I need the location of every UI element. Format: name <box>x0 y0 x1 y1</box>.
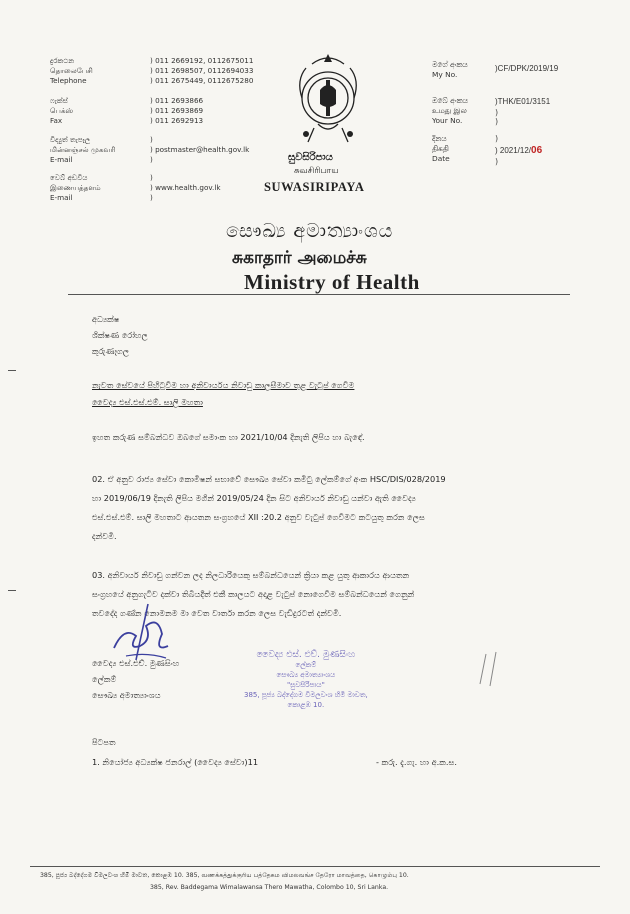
building-name-tamil: சுவசிரிபாய <box>294 166 339 176</box>
ministry-name-english: Ministry of Health <box>244 270 420 294</box>
cc-label: පිටපත <box>92 737 116 747</box>
handwritten-day: 06 <box>531 145 543 156</box>
ref-labels-my-no: මගේ අංකය My No. <box>432 60 468 79</box>
contact-values-phone: ) 011 2669192, 0112675011 ) 011 2698507, 0112694033 ) 011 2675449, 0112675280 <box>150 56 254 85</box>
ref-labels-date: දිනය திகதி Date <box>432 134 450 163</box>
cc-item-right: - කරු. දැ.ගැ. හා අ.ක.ස. <box>376 757 457 767</box>
ref-value-your-no: )THK/E01/3151 <box>495 97 551 106</box>
signatory-block: වෛද්‍ය එස්.එච්. මුණසිංහ ලේකම් සෞඛ්‍ය අමාත්‍යාංශය <box>92 658 180 700</box>
bracket-mark: ) <box>495 134 499 143</box>
contact-labels-email: විද්‍යුත් තැපෑල மின்னஞ்சல் முகவரி E-mail <box>50 135 116 164</box>
sri-lanka-emblem-icon <box>292 50 364 150</box>
margin-mark <box>8 370 16 371</box>
building-name-sinhala: සුවසිරිපාය <box>288 152 333 163</box>
ref-labels-your-no: ඔබේ අංකය உமது இல Your No. <box>432 96 468 125</box>
bracket-mark: ) <box>495 157 499 166</box>
contact-labels-fax: ෆැක්ස් பெக்ஸ் Fax <box>50 96 74 125</box>
addressee-block: අධ්‍යක්ෂ ශික්ෂණ රෝහල කුරුණෑගල <box>92 314 148 356</box>
bracket-mark: ) ) <box>495 108 499 126</box>
ref-value-date: ) 2021/12/06 <box>495 145 543 156</box>
paragraph-2: 02. ඒ අනුව රාජ්‍ය සේවා කොමිෂන් සභාවේ සෞඛ්‍ය සේවා කමිටු ලේකම්ගේ අංක HSC/DIS/028/2019 හා 2019/06/19 දිනැති ලිපිය මගින් 2019/05/24 දින සිට අනිවාර්ය නිවාඩු යන්වා ඇති වෛද්‍ය එස්.එස්.එම්. සාලි මහතාට ආයතන සංග්‍රහයේ XII :20.2 අනුව වැටුප් ගෙවීමට කටයුතු කරන ලෙස දන්වමි. <box>92 474 446 541</box>
ref-value-my-no: )CF/DPK/2019/19 <box>495 64 559 73</box>
header-divider <box>68 294 570 295</box>
ministry-name-sinhala: සෞඛ්‍ය අමාත්‍යාංශය <box>226 220 394 242</box>
cc-item-left: 1. නියෝජ්‍ය අධ්‍යක්ෂ ජනරාල් (වෛද්‍ය සේවා)11 <box>92 757 259 767</box>
margin-mark <box>8 590 16 591</box>
official-stamp: වෛද්‍ය එස්. එච්. මුණසිංහ ලේකම් සෞඛ්‍ය අමාත්‍යාංශය "සුවසිරිපාය" 385, පූජ්‍ය බද්දේගම විමලවංශ හිමි මාවත, කොළඹ 10. <box>244 650 368 709</box>
contact-values-web: ) ) www.health.gov.lk ) <box>150 173 221 202</box>
contact-labels-phone: දුරකථන தொலைபேசி Telephone <box>50 56 93 85</box>
building-name-english: SUWASIRIPAYA <box>264 180 365 194</box>
handwritten-mark <box>472 650 502 690</box>
contact-values-fax: ) 011 2693866 ) 011 2693869 ) 011 2692913 <box>150 96 204 125</box>
footer-divider <box>30 866 600 867</box>
contact-values-email: ) ) postmaster@health.gov.lk ) <box>150 135 250 164</box>
ministry-name-tamil: சுகாதார் அமைச்சு <box>232 248 367 268</box>
footer-address-si-ta: 385, පූජ්‍ය බද්දේගම විමලවංශ හිමි මාවත, කොළඹ 10. 385, வணக்கத்துக்குரிய பத்தேகம விமலவங்ச தேரோ மாவத்தை, கொழும்பு 10. <box>40 872 409 879</box>
paragraph-3: 03. අනිවාර්ය නිවාඩු ගන්වන ලද නිලධාරියෙකු සම්බන්ධයෙන් ක්‍රියා කළ යුතු ආකාරය ආයතන සංග්‍රහයේ අනුගැටිව දක්වා තිබියදීත් එකී කාලයට අදාළ වැටුප් නොගෙවීම සම්බන්ධයෙන් ගෙනුන් තවදේද ගණ්න නොමනම මා වෙත වාර්තා කරන ලෙස වැඩිදුරටත් දන්වමි. <box>92 570 415 618</box>
contact-labels-web: වෙබ් අඩවිය இணையத்தளம் E-mail <box>50 173 101 202</box>
footer-address-en: 385, Rev. Baddegama Wimalawansa Thero Mawatha, Colombo 10, Sri Lanka. <box>150 884 389 891</box>
letter-subject: නැවත සේවයේ පිහිටුවීම හා අනිවාර්යය නිවාඩු කාලසීමාව තුළ වැටුප් ගෙවීම වෛද්‍ය එස්.එස්.එම්. සාලි මහතා <box>92 380 355 407</box>
paragraph-1: ඉහත කරුණ සම්බන්ධව ඔබගේ සමාංක හා 2021/10/04 දිනැති ලිපිය හා බැඳේ. <box>92 432 365 442</box>
